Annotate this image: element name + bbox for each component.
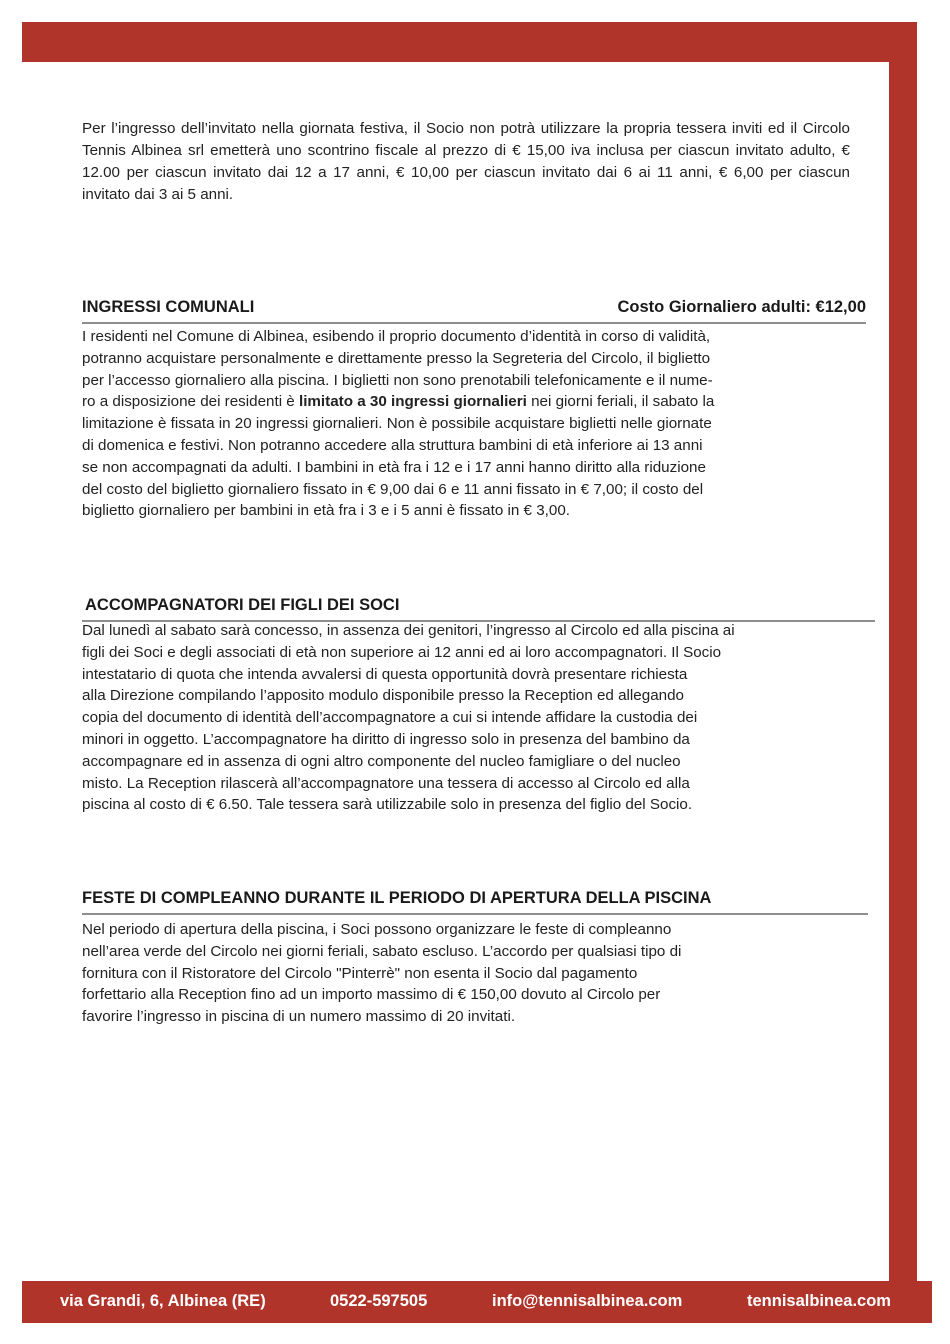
- accompagnatori-line: minori in oggetto. L’accompagnatore ha diritto di ingresso solo in presenza del bambino da: [82, 730, 690, 748]
- feste-line: fornitura con il Ristoratore del Circolo "Pinterrè" non esenta il Socio dal pagamento: [82, 964, 638, 982]
- footer-address: via Grandi, 6, Albinea (RE): [60, 1292, 266, 1310]
- accompagnatori-line: alla Direzione compilando l’apposito modulo disponibile presso la Reception ed allegando: [82, 687, 684, 705]
- right-frame-bar: [889, 22, 917, 1282]
- ingressi-limit-bold: limitato a 30 ingressi giornalieri: [298, 393, 527, 411]
- ingressi-heading: [82, 298, 866, 324]
- accompagnatori-line: Dal lunedì al sabato sarà concesso, in assenza dei genitori, l’ingresso al Circolo ed alla piscina ai: [82, 622, 735, 639]
- footer-email[interactable]: info@tennisalbinea.com: [492, 1292, 683, 1310]
- footer-website[interactable]: tennisalbinea.com: [747, 1292, 891, 1310]
- ingressi-title: INGRESSI COMUNALI: [82, 298, 255, 316]
- feste-heading: [82, 889, 868, 915]
- ingressi-cost: Costo Giornaliero adulti: €12,00: [617, 298, 866, 316]
- ingressi-line-post: nei giorni feriali, il sabato la: [526, 393, 715, 411]
- ingressi-line: di domenica e festivi. Non potranno accedere alla struttura bambini di età inferiore ai 13 anni: [82, 436, 703, 454]
- ingressi-line: se non accompagnati da adulti. I bambini in età fra i 12 e i 17 anni hanno diritto alla riduzione: [82, 458, 706, 476]
- feste-paragraph: [82, 919, 681, 1028]
- ingressi-line: biglietto giornaliero per bambini in età fra i 3 e i 5 anni è fissato in € 3,00.: [82, 502, 570, 520]
- accompagnatori-line: copia del documento di identità dell’accompagnatore a cui si intende affidare la custodia dei: [82, 709, 698, 727]
- accompagnatori-paragraph: [82, 620, 735, 816]
- intro-paragraph: Per l’ingresso dell’invitato nella giornata festiva, il Socio non potrà utilizzare la propria tessera inviti ed il Circolo Tennis Albinea srl emetterà uno scontrino fiscale al prezzo di € 15,00 iva inclusa per ciascun invitato adulto, € 12.00 per ciascun invitato dai 12 a 17 anni, € 10,00 per ciascun invitato dai 6 ai 11 anni, € 6,00 per ciascun invitato dai 3 ai 5 anni.: [82, 120, 850, 203]
- ingressi-line: del costo del biglietto giornaliero fissato in € 9,00 dai 6 e 11 anni fissato in € 7,00; il costo del: [82, 480, 704, 498]
- header-frame-bar: [22, 22, 917, 62]
- ingressi-paragraph: [82, 326, 714, 522]
- ingressi-line-highlight: [82, 391, 714, 413]
- accompagnatori-line: accompagnare ed in assenza di ogni altro componente del nucleo famigliare o del nucleo: [82, 752, 681, 770]
- feste-line: Nel periodo di apertura della piscina, i Soci possono organizzare le feste di compleanno: [82, 921, 672, 938]
- accompagnatori-line: piscina al costo di € 6.50. Tale tessera sarà utilizzabile solo in presenza del figlio del Socio.: [82, 796, 693, 814]
- footer-phone[interactable]: 0522-597505: [330, 1292, 428, 1310]
- feste-title: FESTE DI COMPLEANNO DURANTE IL PERIODO DI APERTURA DELLA PISCINA: [82, 889, 712, 907]
- feste-line: nell’area verde del Circolo nei giorni feriali, sabato escluso. L’accordo per qualsiasi tipo di: [82, 942, 682, 960]
- ingressi-line-pre: ro a disposizione dei residenti è: [82, 393, 299, 411]
- accompagnatori-heading: [82, 596, 875, 622]
- feste-line: forfettario alla Reception fino ad un importo massimo di € 150,00 dovuto al Circolo per: [82, 986, 661, 1004]
- ingressi-line: per l’accesso giornaliero alla piscina. I biglietti non sono prenotabili telefonicamente e il nume-: [82, 371, 713, 389]
- ingressi-line: potranno acquistare personalmente e direttamente presso la Segreteria del Circolo, il biglietto: [82, 349, 711, 367]
- feste-line: favorire l’ingresso in piscina di un numero massimo di 20 invitati.: [82, 1008, 516, 1026]
- accompagnatori-line: intestatario di quota che intenda avvalersi di questa opportunità dovrà presentare richiesta: [82, 665, 688, 683]
- accompagnatori-title: ACCOMPAGNATORI DEI FIGLI DEI SOCI: [85, 596, 400, 614]
- accompagnatori-line: misto. La Reception rilascerà all’accompagnatore una tessera di accesso al Circolo ed alla: [82, 774, 690, 792]
- ingressi-line: limitazione è fissata in 20 ingressi giornalieri. Non è possibile acquistare biglietti nelle giornate: [82, 415, 712, 433]
- accompagnatori-line: figli dei Soci e degli associati di età non superiore ai 12 anni ed ai loro accompagnatori. Il Socio: [82, 643, 722, 661]
- footer-bar: [22, 1281, 932, 1323]
- ingressi-line: I residenti nel Comune di Albinea, esibendo il proprio documento d’identità in corso di validità,: [82, 328, 711, 345]
